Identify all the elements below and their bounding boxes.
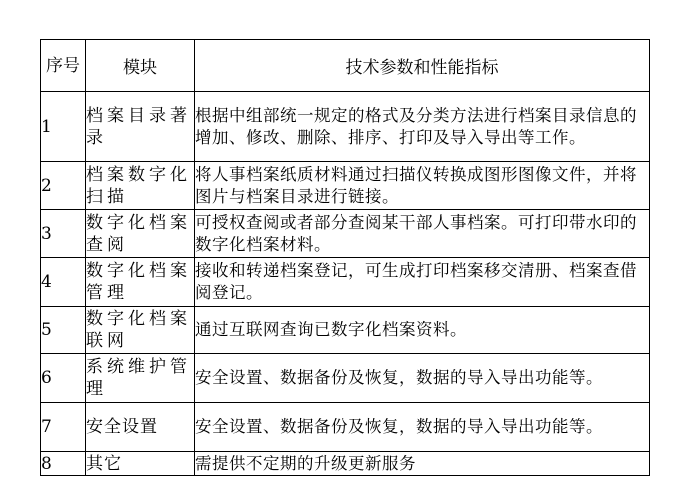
row-spec: 可授权查阅或者部分查阅某干部人事档案。可打印带水印的数字化档案材料。 — [195, 210, 650, 258]
table-row — [41, 403, 650, 452]
row-module: 其它 — [86, 452, 195, 476]
row-index: 7 — [41, 403, 86, 452]
row-spec: 需提供不定期的升级更新服务 — [195, 452, 650, 476]
header-index: 序号 — [41, 40, 86, 92]
row-spec: 通过互联网查询已数字化档案资料。 — [195, 307, 650, 354]
row-index: 3 — [41, 210, 86, 258]
row-index: 6 — [41, 354, 86, 403]
row-spec: 根据中组部统一规定的格式及分类方法进行档案目录信息的增加、修改、删除、排序、打印及导入导出等工作。 — [195, 92, 650, 162]
row-index: 8 — [41, 452, 86, 476]
table-row — [41, 452, 650, 476]
row-index: 5 — [41, 307, 86, 354]
row-module: 数字化档案联网 — [86, 307, 195, 354]
header-spec: 技术参数和性能指标 — [195, 40, 650, 92]
row-spec: 接收和转递档案登记，可生成打印档案移交清册、档案查借阅登记。 — [195, 258, 650, 307]
table-row — [41, 210, 650, 258]
row-module: 档案数字化扫描 — [86, 162, 195, 210]
row-index: 4 — [41, 258, 86, 307]
spec-table — [40, 39, 650, 476]
row-module: 数字化档案查阅 — [86, 210, 195, 258]
row-module: 安全设置 — [86, 403, 195, 452]
row-index: 1 — [41, 92, 86, 162]
row-module: 系统维护管理 — [86, 354, 195, 403]
row-index: 2 — [41, 162, 86, 210]
table-row — [41, 162, 650, 210]
row-spec: 安全设置、数据备份及恢复，数据的导入导出功能等。 — [195, 403, 650, 452]
table-row — [41, 92, 650, 162]
table-row — [41, 307, 650, 354]
table-row — [41, 354, 650, 403]
row-module: 档案目录著录 — [86, 92, 195, 162]
row-spec: 安全设置、数据备份及恢复，数据的导入导出功能等。 — [195, 354, 650, 403]
row-spec: 将人事档案纸质材料通过扫描仪转换成图形图像文件，并将图片与档案目录进行链接。 — [195, 162, 650, 210]
row-module: 数字化档案管理 — [86, 258, 195, 307]
header-row — [41, 40, 650, 92]
header-module: 模块 — [86, 40, 195, 92]
table-row — [41, 258, 650, 307]
